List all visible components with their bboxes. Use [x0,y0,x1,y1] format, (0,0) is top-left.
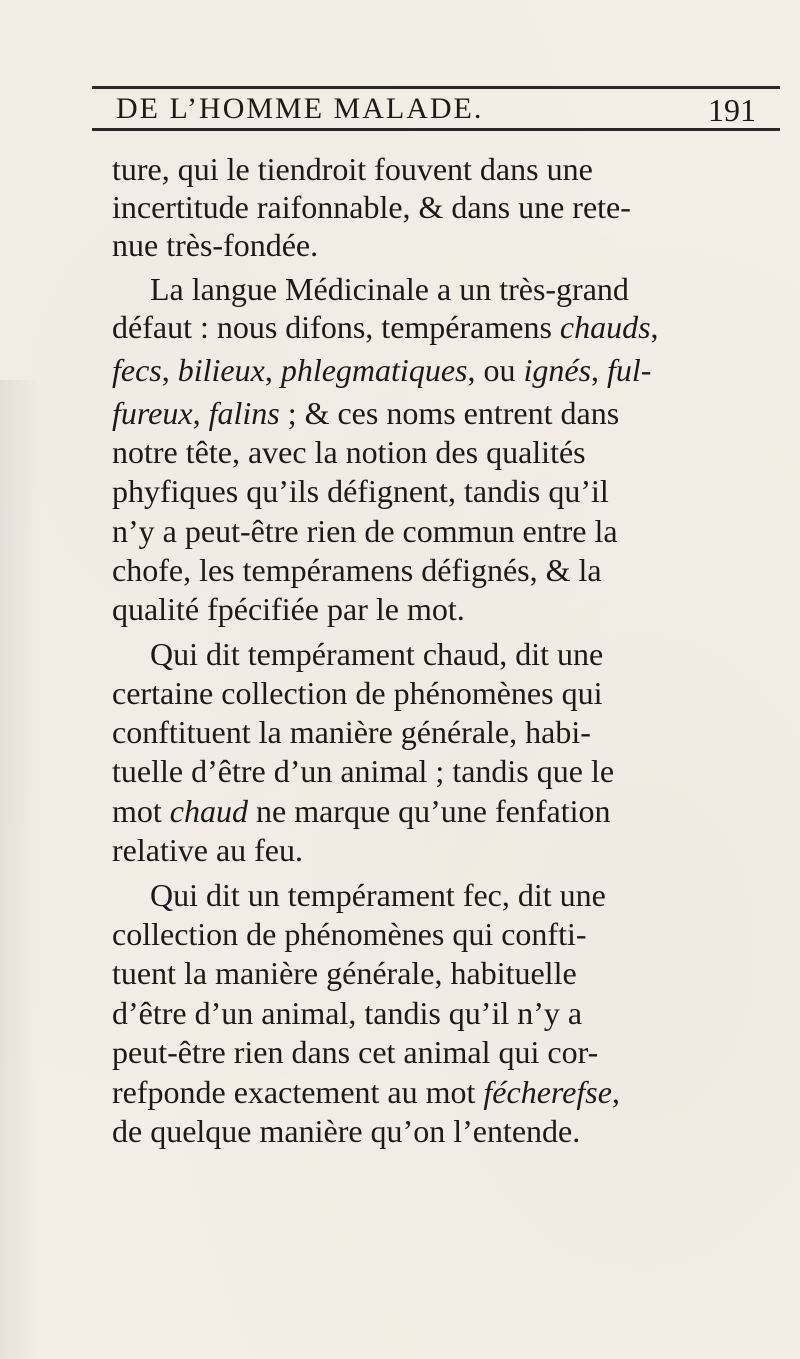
text-segment: , [650,309,659,345]
italic-text-segment: fecs [112,352,162,388]
italic-text-segment: phlegmatiques [280,352,468,388]
text-line [150,876,800,914]
text-segment: certaine collection de phénomènes qui [112,675,603,711]
text-segment: , [264,352,281,388]
text-segment: ture, qui le tiendroit fouvent dans une [112,151,593,187]
text-segment: qualité fpécifiée par le mot. [112,591,465,627]
text-segment: ne marque qu’une fenfation [247,793,611,829]
text-segment: nue très-fondée. [112,227,319,263]
text-line [112,1073,782,1111]
text-segment: n’y a peut-être rien de commun entre la [112,513,618,549]
text-line [112,150,782,188]
text-line [112,915,782,953]
text-line [112,994,782,1032]
italic-text-segment: fureux [112,395,193,431]
italic-text-segment: fécherefse [483,1074,612,1110]
text-segment: d’être d’un animal, tandis qu’il n’y a [112,995,583,1031]
page-number: 191 [708,92,756,128]
text-segment: collection de phénomènes qui confti- [112,916,587,952]
text-segment: Qui dit tempérament chaud, dit une [150,636,604,672]
italic-text-segment: chauds [559,309,651,345]
text-line [112,188,782,226]
text-segment: tuent la manière générale, habituelle [112,955,577,991]
text-line [112,954,782,992]
italic-text-segment: chaud [169,793,248,829]
text-line [112,590,782,628]
text-segment: relative au feu. [112,832,303,868]
text-line [112,226,782,264]
text-line [112,472,782,510]
text-line [150,270,800,308]
text-segment: défaut : nous difons, tempéramens [112,309,560,345]
text-line [112,1112,782,1150]
text-line [112,713,782,751]
text-segment: chofe, les tempéramens défignés, & la [112,552,602,588]
text-segment: , [591,352,608,388]
text-segment: , ou [467,352,524,388]
text-segment: peut-être rien dans cet animal qui cor- [112,1034,599,1070]
text-segment: , [192,395,209,431]
text-line [112,512,782,550]
text-line [112,308,782,346]
italic-text-segment: bilieux [177,352,265,388]
text-segment: phyfiques qu’ils défignent, tandis qu’il [112,473,609,509]
text-segment: de quelque manière qu’on l’entende. [112,1113,581,1149]
italic-text-segment: ignés [523,352,592,388]
italic-text-segment: ful- [607,352,652,388]
italic-text-segment: falins [208,395,280,431]
text-segment: La langue Médicinale a un très-grand [150,271,629,307]
text-segment: notre tête, avec la notion des qualités [112,434,586,470]
text-line [150,635,800,673]
text-line [112,433,782,471]
text-line [112,752,782,790]
text-line [112,792,782,830]
text-segment: incertitude raifonnable, & dans une rete- [112,189,631,225]
text-line [112,351,782,389]
text-segment: mot [112,793,170,829]
text-line [112,831,782,869]
text-segment: , [611,1074,620,1110]
text-segment: tuelle d’être d’un animal ; tandis que le [112,753,615,789]
text-line [112,1033,782,1071]
text-segment: ; & ces noms entrent dans [279,395,620,431]
text-line [112,674,782,712]
text-segment: conftituent la manière générale, habi- [112,714,591,750]
text-segment: , [161,352,178,388]
text-line [112,551,782,589]
running-head-title: DE L’HOMME MALADE. [116,92,484,125]
text-segment: Qui dit un tempérament fec, dit une [150,877,606,913]
text-line [112,394,782,432]
text-segment: refponde exactement au mot [112,1074,484,1110]
